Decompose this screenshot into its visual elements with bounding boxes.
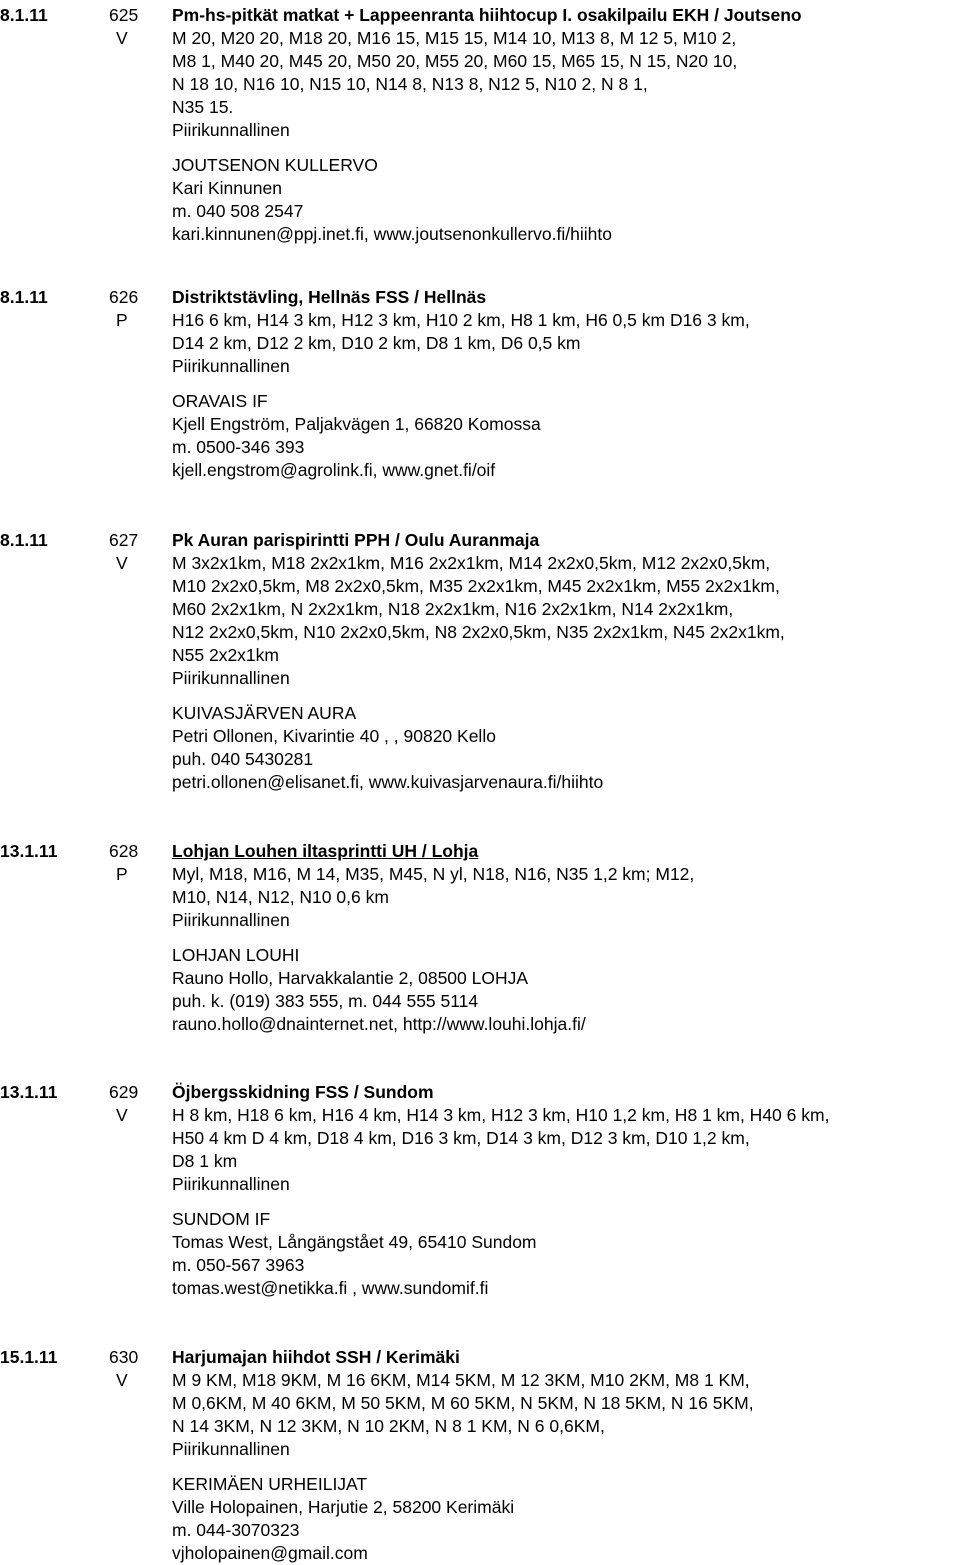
event-contact-line: Kjell Engström, Paljakvägen 1, 66820 Komossa	[172, 414, 541, 434]
event-body	[172, 4, 957, 246]
event-contact-line: tomas.west@netikka.fi , www.sundomif.fi	[172, 1278, 489, 1298]
event-classes-line: M60 2x2x1km, N 2x2x1km, N18 2x2x1km, N16 2x2x1km, N14 2x2x1km,	[172, 599, 734, 619]
event-type: V	[116, 1370, 128, 1390]
spacer	[172, 1461, 957, 1473]
event-classes-line: M 9 KM, M18 9KM, M 16 6KM, M14 5KM, M 12 3KM, M10 2KM, M8 1 KM,	[172, 1370, 750, 1390]
event-number: 630	[109, 1347, 139, 1367]
event-date: 8.1.11	[0, 287, 48, 307]
event-title: Lohjan Louhen iltasprintti UH / Lohja	[172, 841, 479, 861]
event-contact-line: rauno.hollo@dnainternet.net, http://www.louhi.lohja.fi/	[172, 1014, 586, 1034]
event-contact-line: m. 040 508 2547	[172, 201, 304, 221]
spacer	[172, 690, 957, 702]
event-level: Piirikunnallinen	[172, 1174, 290, 1194]
spacer	[172, 1196, 957, 1208]
event-classes-line: M8 1, M40 20, M45 20, M50 20, M55 20, M60 15, M65 15, N 15, N20 10,	[172, 51, 738, 71]
event-organizer: KUIVASJÄRVEN AURA	[172, 703, 357, 723]
event-date: 8.1.11	[0, 530, 48, 550]
event-number: 627	[109, 530, 139, 550]
event-title: Pm-hs-pitkät matkat + Lappeenranta hiihtocup I. osakilpailu EKH / Joutseno	[172, 5, 802, 25]
event-level: Piirikunnallinen	[172, 356, 290, 376]
event-contact-line: m. 0500-346 393	[172, 437, 305, 457]
event-classes-line: D14 2 km, D12 2 km, D10 2 km, D8 1 km, D6 0,5 km	[172, 333, 581, 353]
event-classes-line: M10 2x2x0,5km, M8 2x2x0,5km, M35 2x2x1km, M45 2x2x1km, M55 2x2x1km,	[172, 576, 780, 596]
event-contact-line: puh. k. (019) 383 555, m. 044 555 5114	[172, 991, 479, 1011]
event-contact-line: Ville Holopainen, Harjutie 2, 58200 Kerimäki	[172, 1497, 515, 1517]
event-contact-line: Rauno Hollo, Harvakkalantie 2, 08500 LOHJA	[172, 968, 529, 988]
event-level: Piirikunnallinen	[172, 1439, 290, 1459]
event-type: V	[116, 553, 128, 573]
event-classes-line: N 18 10, N16 10, N15 10, N14 8, N13 8, N12 5, N10 2, N 8 1,	[172, 74, 648, 94]
event-title: Pk Auran parispirintti PPH / Oulu Auranmaja	[172, 530, 540, 550]
spacer	[172, 142, 957, 154]
spacer	[172, 932, 957, 944]
event-organizer: SUNDOM IF	[172, 1209, 271, 1229]
event-classes-line: H 8 km, H18 6 km, H16 4 km, H14 3 km, H12 3 km, H10 1,2 km, H8 1 km, H40 6 km,	[172, 1105, 830, 1125]
event-classes-line: M 20, M20 20, M18 20, M16 15, M15 15, M14 10, M13 8, M 12 5, M10 2,	[172, 28, 737, 48]
event-contact-line: Tomas West, Långängstået 49, 65410 Sundom	[172, 1232, 537, 1252]
event-classes-line: H50 4 km D 4 km, D18 4 km, D16 3 km, D14 3 km, D12 3 km, D10 1,2 km,	[172, 1128, 750, 1148]
event-body	[172, 840, 957, 1036]
event-organizer: LOHJAN LOUHI	[172, 945, 300, 965]
event-type: V	[116, 28, 128, 48]
event-classes-line: D8 1 km	[172, 1151, 238, 1171]
event-body	[172, 529, 957, 794]
event-type: V	[116, 1105, 128, 1125]
event-type: P	[116, 864, 128, 884]
event-contact-line: puh. 040 5430281	[172, 749, 314, 769]
event-classes-line: H16 6 km, H14 3 km, H12 3 km, H10 2 km, H8 1 km, H6 0,5 km D16 3 km,	[172, 310, 750, 330]
event-classes-line: N55 2x2x1km	[172, 645, 279, 665]
event-body	[172, 1081, 957, 1300]
event-date: 8.1.11	[0, 5, 48, 25]
event-classes-line: N 14 3KM, N 12 3KM, N 10 2KM, N 8 1 KM, N 6 0,6KM,	[172, 1416, 605, 1436]
event-level: Piirikunnallinen	[172, 120, 290, 140]
event-contact-line: kjell.engstrom@agrolink.fi, www.gnet.fi/oif	[172, 460, 496, 480]
event-number: 625	[109, 5, 139, 25]
event-contact-line: Petri Ollonen, Kivarintie 40 , , 90820 Kello	[172, 726, 496, 746]
event-body	[172, 286, 957, 482]
event-classes-line: N35 15.	[172, 97, 234, 117]
event-title: Öjbergsskidning FSS / Sundom	[172, 1082, 434, 1102]
event-classes-line: M 0,6KM, M 40 6KM, M 50 5KM, M 60 5KM, N 5KM, N 18 5KM, N 16 5KM,	[172, 1393, 754, 1413]
event-level: Piirikunnallinen	[172, 668, 290, 688]
event-contact-line: m. 044-3070323	[172, 1520, 300, 1540]
event-level: Piirikunnallinen	[172, 910, 290, 930]
event-date: 15.1.11	[0, 1347, 58, 1367]
event-classes-line: M 3x2x1km, M18 2x2x1km, M16 2x2x1km, M14 2x2x0,5km, M12 2x2x0,5km,	[172, 553, 771, 573]
event-title: Distriktstävling, Hellnäs FSS / Hellnäs	[172, 287, 487, 307]
event-date: 13.1.11	[0, 841, 58, 861]
spacer	[172, 378, 957, 390]
event-type: P	[116, 310, 128, 330]
event-title: Harjumajan hiihdot SSH / Kerimäki	[172, 1347, 460, 1367]
event-classes-line: N12 2x2x0,5km, N10 2x2x0,5km, N8 2x2x0,5km, N35 2x2x1km, N45 2x2x1km,	[172, 622, 785, 642]
event-contact-line: vjholopainen@gmail.com	[172, 1543, 368, 1563]
event-number: 628	[109, 841, 139, 861]
event-organizer: JOUTSENON KULLERVO	[172, 155, 378, 175]
event-organizer: KERIMÄEN URHEILIJAT	[172, 1474, 368, 1494]
event-classes-line: M10, N14, N12, N10 0,6 km	[172, 887, 389, 907]
event-number: 629	[109, 1082, 139, 1102]
event-contact-line: m. 050-567 3963	[172, 1255, 305, 1275]
event-date: 13.1.11	[0, 1082, 58, 1102]
event-number: 626	[109, 287, 139, 307]
event-organizer: ORAVAIS IF	[172, 391, 268, 411]
event-contact-line: petri.ollonen@elisanet.fi, www.kuivasjarvenaura.fi/hiihto	[172, 772, 604, 792]
event-contact-line: Kari Kinnunen	[172, 178, 282, 198]
event-contact-line: kari.kinnunen@ppj.inet.fi, www.joutsenonkullervo.fi/hiihto	[172, 224, 612, 244]
event-body	[172, 1346, 957, 1565]
event-classes-line: Myl, M18, M16, M 14, M35, M45, N yl, N18, N16, N35 1,2 km; M12,	[172, 864, 695, 884]
